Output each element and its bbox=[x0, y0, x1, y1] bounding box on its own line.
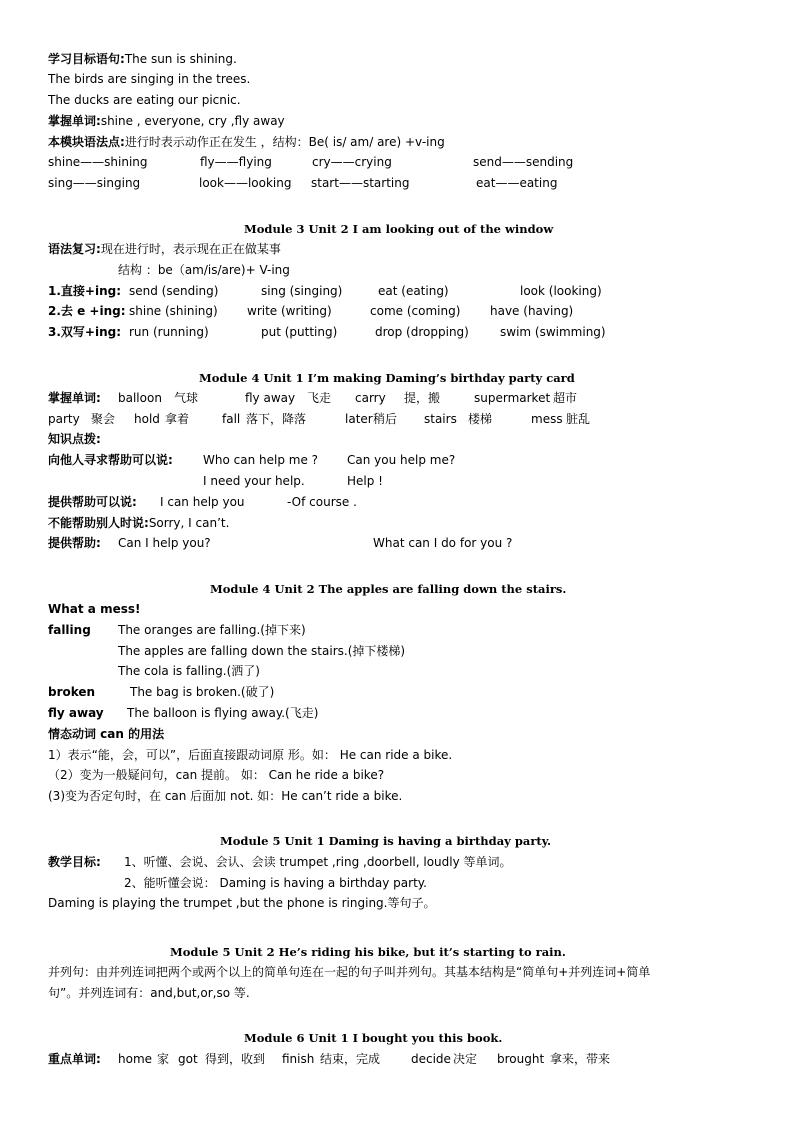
goal-sentence: The ducks are eating our picnic. bbox=[48, 93, 241, 107]
ask-sentence: Help ! bbox=[347, 474, 383, 488]
offer-row bbox=[48, 494, 748, 510]
example-sentence: The bag is broken.(破了) bbox=[130, 685, 275, 699]
provide-sentence: Can I help you? bbox=[118, 536, 211, 550]
rule-row bbox=[48, 283, 748, 299]
vocab-word: hold bbox=[134, 412, 160, 426]
vocab-word: finish bbox=[282, 1052, 315, 1066]
vocab-row bbox=[48, 411, 748, 427]
grammar-label: 本模块语法点: bbox=[48, 135, 125, 149]
vocab-meaning: 聚会 bbox=[91, 412, 116, 426]
goal-row bbox=[48, 854, 748, 870]
goal-sentence: The sun is shining. bbox=[124, 52, 237, 66]
vocab-word: party bbox=[48, 412, 80, 426]
vocab-word: home bbox=[118, 1052, 153, 1066]
section-heading: Module 4 Unit 2 The apples are falling down the stairs. bbox=[210, 582, 567, 596]
vocab-meaning: 提，搬 bbox=[404, 391, 441, 405]
rule-label: 3.双写+ing: bbox=[48, 325, 122, 339]
verb-pair: start——starting bbox=[311, 176, 410, 190]
rule-example: write (writing) bbox=[247, 304, 332, 318]
example-sentence: The apples are falling down the stairs.(掉下楼梯) bbox=[118, 644, 406, 658]
pairs-row bbox=[48, 175, 748, 191]
rule-example: have (having) bbox=[490, 304, 574, 318]
ask-row bbox=[48, 473, 748, 489]
ask-sentence: Can you help me? bbox=[347, 453, 456, 467]
provide-label: 提供帮助: bbox=[48, 536, 101, 550]
verb-pair: cry——crying bbox=[312, 155, 392, 169]
modal-rule: （2）变为一般疑问句，can 提前。 如： Can he ride a bike? bbox=[48, 768, 385, 782]
exclamation: What a mess! bbox=[48, 602, 141, 616]
offer-label: 提供帮助可以说: bbox=[48, 495, 137, 509]
vocab-label: 掌握单词: bbox=[48, 391, 101, 405]
example-row bbox=[48, 684, 748, 700]
ask-row bbox=[48, 452, 748, 468]
rule-example: run (running) bbox=[129, 325, 209, 339]
vocab-word: decide bbox=[411, 1052, 451, 1066]
vocab-label: 掌握单词: bbox=[48, 114, 101, 128]
paragraph-line: 并列句：由并列连词把两个或两个以上的简单句连在一起的句子叫并列句。其基本结构是“简单句+并列连词+简单 bbox=[48, 965, 651, 979]
refuse-row bbox=[48, 515, 229, 531]
vocab-word: mess bbox=[531, 412, 563, 426]
section-heading: Module 5 Unit 2 He’s riding his bike, but it’s starting to rain. bbox=[170, 945, 566, 959]
vocab-row bbox=[48, 390, 748, 406]
offer-sentence: I can help you bbox=[160, 495, 245, 509]
vocab-meaning: 脏乱 bbox=[566, 412, 591, 426]
pairs-row bbox=[48, 154, 748, 170]
ask-label: 向他人寻求帮助可以说: bbox=[48, 453, 173, 467]
ask-sentence: I need your help. bbox=[203, 474, 305, 488]
vocab-word: supermarket bbox=[474, 391, 551, 405]
goal-item: 2、能听懂会说： Daming is having a birthday party. bbox=[124, 876, 428, 890]
goal-line-1 bbox=[48, 51, 237, 67]
rule-label: 1.直接+ing: bbox=[48, 284, 122, 298]
section-heading: Module 3 Unit 2 I am looking out of the window bbox=[244, 222, 554, 236]
goal-label: 教学目标: bbox=[48, 855, 101, 869]
goal-sentence: The birds are singing in the trees. bbox=[48, 72, 251, 86]
vocab-word: stairs bbox=[424, 412, 457, 426]
rule-example: shine (shining) bbox=[129, 304, 218, 318]
review-label: 语法复习: bbox=[48, 242, 101, 256]
verb-pair: send——sending bbox=[473, 155, 574, 169]
goal-item: 1、听懂、会说、会认、会读 trumpet ,ring ,doorbell, loudly 等单词。 bbox=[124, 855, 512, 869]
vocab-word: later bbox=[345, 412, 373, 426]
rule-example: send (sending) bbox=[129, 284, 219, 298]
provide-row bbox=[48, 535, 748, 551]
review-line bbox=[48, 241, 281, 257]
vocab-meaning: 超市 bbox=[553, 391, 578, 405]
modal-rule: 1）表示“能，会，可以”，后面直接跟动词原 形。如： He can ride a bike. bbox=[48, 748, 453, 762]
goal-label: 学习目标语句: bbox=[48, 52, 125, 66]
refuse-label: 不能帮助别人时说: bbox=[48, 516, 149, 530]
vocab-meaning: 结束，完成 bbox=[320, 1052, 381, 1066]
rule-row bbox=[48, 324, 748, 340]
example-sentence: The cola is falling.(洒了) bbox=[118, 664, 260, 678]
example-sentence: The balloon is flying away.(飞走) bbox=[127, 706, 319, 720]
vocab-meaning: 家 bbox=[157, 1052, 170, 1066]
key-words-row bbox=[48, 1051, 748, 1067]
verb-pair: eat——eating bbox=[476, 176, 558, 190]
rule-example: sing (singing) bbox=[261, 284, 343, 298]
modal-heading: 情态动词 can 的用法 bbox=[48, 727, 165, 741]
verb-pair: sing——singing bbox=[48, 176, 141, 190]
offer-sentence: -Of course . bbox=[287, 495, 357, 509]
vocab-word: fall bbox=[222, 412, 241, 426]
vocab-line bbox=[48, 113, 285, 129]
paragraph-line: 句”。并列连词有：and,but,or,so 等. bbox=[48, 986, 250, 1000]
section-heading: Module 6 Unit 1 I bought you this book. bbox=[244, 1031, 503, 1045]
rule-example: come (coming) bbox=[370, 304, 461, 318]
vocab-meaning: 落下，降落 bbox=[246, 412, 307, 426]
goal-item: Daming is playing the trumpet ,but the phone is ringing.等句子。 bbox=[48, 896, 436, 910]
example-row bbox=[48, 705, 748, 721]
modal-rule: (3)变为否定句时，在 can 后面加 not. 如：He can’t ride a bike. bbox=[48, 789, 403, 803]
rule-example: look (looking) bbox=[520, 284, 602, 298]
verb-pair: look——looking bbox=[199, 176, 292, 190]
vocab-words: shine , everyone, cry ,fly away bbox=[100, 114, 285, 128]
vocab-meaning: 气球 bbox=[174, 391, 199, 405]
vocab-word: balloon bbox=[118, 391, 162, 405]
vocab-meaning: 拿着 bbox=[165, 412, 190, 426]
rule-row bbox=[48, 303, 748, 319]
word-label: broken bbox=[48, 685, 96, 699]
word-label: falling bbox=[48, 623, 91, 637]
vocab-word: carry bbox=[355, 391, 386, 405]
rule-example: drop (dropping) bbox=[375, 325, 469, 339]
structure-line: 结构 ：be（am/is/are)+ V-ing bbox=[118, 263, 290, 277]
example-sentence: The oranges are falling.(掉下来) bbox=[118, 623, 306, 637]
ask-sentence: Who can help me ? bbox=[203, 453, 319, 467]
key-label: 重点单词: bbox=[48, 1052, 101, 1066]
rule-example: put (putting) bbox=[261, 325, 338, 339]
refuse-sentence: Sorry, I can’t. bbox=[148, 516, 230, 530]
section-heading: Module 4 Unit 1 I’m making Daming’s birthday party card bbox=[199, 371, 575, 385]
rule-label: 2.去 e +ing: bbox=[48, 304, 126, 318]
grammar-line bbox=[48, 134, 445, 150]
review-text: 现在进行时，表示现在正在做某事 bbox=[100, 242, 281, 256]
vocab-meaning: 拿来，带来 bbox=[550, 1052, 611, 1066]
example-row bbox=[48, 622, 748, 638]
vocab-word: brought bbox=[497, 1052, 545, 1066]
grammar-text: 进行时表示动作正在发生 ，结构：Be( is/ am/ are) +v-ing bbox=[124, 135, 445, 149]
verb-pair: fly——flying bbox=[200, 155, 272, 169]
vocab-meaning: 楼梯 bbox=[468, 412, 493, 426]
section-heading: Module 5 Unit 1 Daming is having a birthday party. bbox=[220, 834, 552, 848]
points-label: 知识点拨: bbox=[48, 432, 101, 446]
rule-example: swim (swimming) bbox=[500, 325, 606, 339]
vocab-word: fly away bbox=[245, 391, 296, 405]
provide-sentence: What can I do for you ? bbox=[373, 536, 513, 550]
vocab-meaning: 稍后 bbox=[373, 412, 398, 426]
rule-example: eat (eating) bbox=[378, 284, 449, 298]
verb-pair: shine——shining bbox=[48, 155, 148, 169]
vocab-meaning: 得到，收到 bbox=[205, 1052, 266, 1066]
word-label: fly away bbox=[48, 706, 104, 720]
vocab-meaning: 决定 bbox=[453, 1052, 478, 1066]
vocab-word: got bbox=[178, 1052, 198, 1066]
vocab-meaning: 飞走 bbox=[307, 391, 332, 405]
